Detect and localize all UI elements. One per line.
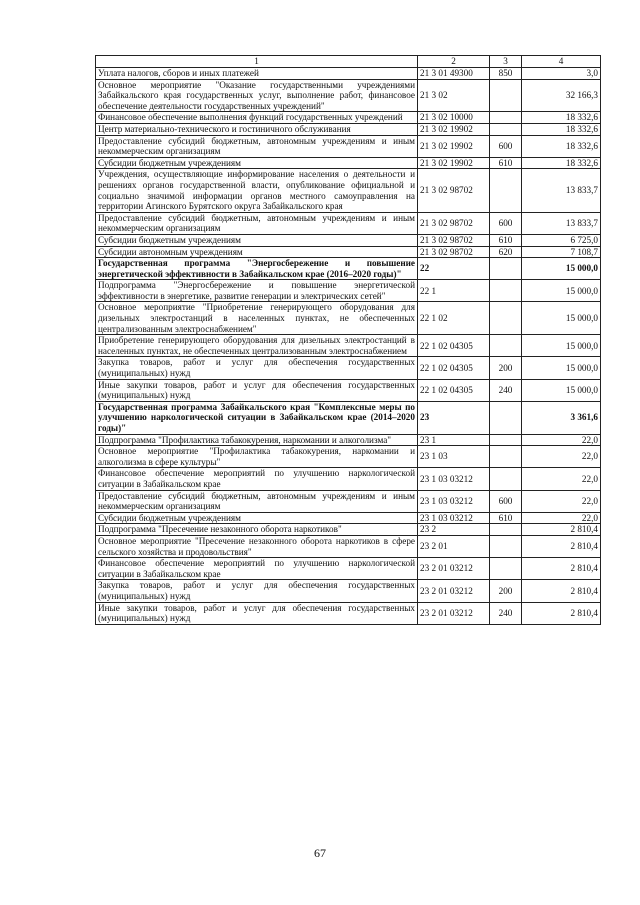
table-row: [96, 79, 601, 112]
row-name-cell: Финансовое обеспечение выполнения функций государственных учреждений: [96, 112, 418, 124]
row-vr-cell: 600: [490, 212, 522, 234]
row-name-cell: Предоставление субсидий бюджетным, автономным учреждениям и иным некоммерческим организациям: [96, 212, 418, 234]
table-row: [96, 535, 601, 557]
row-vr-cell: [490, 169, 522, 212]
row-code-cell: 22 1 02 04305: [418, 335, 490, 357]
row-sum-cell: 15 000,0: [522, 379, 601, 401]
row-vr-cell: [490, 524, 522, 536]
table-row: [96, 512, 601, 524]
row-name-cell: Государственная программа Забайкальского края "Комплексные меры по улучшению наркологической ситуации в Забайкальском крае (2014–2020 годы)": [96, 401, 418, 434]
row-vr-cell: 240: [490, 602, 522, 624]
row-vr-cell: 610: [490, 157, 522, 169]
row-name-cell: Государственная программа "Энергосбережение и повышение энергетической эффективности в Забайкальском крае (2016–2020 годы)": [96, 258, 418, 280]
row-name-cell: Подпрограмма "Пресечение незаконного оборота наркотиков": [96, 524, 418, 536]
row-name-cell: Учреждения, осуществляющие информирование населения о деятельности и решениях органов государственной власти, опубликование официальной и социально значимой информации органов местного самоуправления на территории Агинского Бурятского округа Забайкальского края: [96, 169, 418, 212]
row-name-cell: Иные закупки товаров, работ и услуг для обеспечения государственных (муниципальных) нужд: [96, 379, 418, 401]
table-row: [96, 123, 601, 135]
row-code-cell: 22 1 02 04305: [418, 357, 490, 379]
document-page: [95, 55, 600, 625]
row-sum-cell: 3,0: [522, 68, 601, 80]
header-col-2: 2: [418, 56, 490, 68]
table-row: [96, 246, 601, 258]
row-code-cell: 21 3 02 98702: [418, 169, 490, 212]
row-vr-cell: [490, 302, 522, 335]
row-code-cell: 21 3 02: [418, 79, 490, 112]
row-sum-cell: 15 000,0: [522, 258, 601, 280]
row-code-cell: 21 3 02 98702: [418, 246, 490, 258]
row-vr-cell: 620: [490, 246, 522, 258]
budget-table: [95, 55, 601, 625]
table-row: [96, 234, 601, 246]
row-vr-cell: [490, 468, 522, 490]
table-row: [96, 280, 601, 302]
table-row: [96, 490, 601, 512]
table-row: [96, 302, 601, 335]
table-row: [96, 135, 601, 157]
table-body: [96, 56, 601, 625]
row-code-cell: 22 1 02 04305: [418, 379, 490, 401]
row-vr-cell: 610: [490, 234, 522, 246]
row-code-cell: 23 2 01 03212: [418, 602, 490, 624]
row-code-cell: 22: [418, 258, 490, 280]
row-sum-cell: 22,0: [522, 512, 601, 524]
row-name-cell: Закупка товаров, работ и услуг для обеспечения государственных (муниципальных) нужд: [96, 580, 418, 602]
table-row: [96, 335, 601, 357]
table-row: [96, 157, 601, 169]
row-sum-cell: 15 000,0: [522, 357, 601, 379]
row-name-cell: Финансовое обеспечение мероприятий по улучшению наркологической ситуации в Забайкальском крае: [96, 468, 418, 490]
row-vr-cell: 600: [490, 135, 522, 157]
row-sum-cell: 13 833,7: [522, 169, 601, 212]
row-sum-cell: 2 810,4: [522, 524, 601, 536]
row-sum-cell: 15 000,0: [522, 302, 601, 335]
header-col-3: 3: [490, 56, 522, 68]
table-row: [96, 434, 601, 446]
table-row: [96, 468, 601, 490]
row-vr-cell: [490, 280, 522, 302]
row-name-cell: Основное мероприятие "Пресечение незаконного оборота наркотиков в сфере сельского хозяйства и продовольствия": [96, 535, 418, 557]
row-name-cell: Закупка товаров, работ и услуг для обеспечения государственных (муниципальных) нужд: [96, 357, 418, 379]
row-vr-cell: [490, 446, 522, 468]
page-number: 67: [314, 846, 326, 860]
row-code-cell: 23 2: [418, 524, 490, 536]
row-code-cell: 21 3 02 98702: [418, 234, 490, 246]
row-code-cell: 23 1 03 03212: [418, 512, 490, 524]
row-sum-cell: 18 332,6: [522, 112, 601, 124]
row-sum-cell: 2 810,4: [522, 558, 601, 580]
row-code-cell: 23 2 01 03212: [418, 580, 490, 602]
row-code-cell: 23 2 01 03212: [418, 558, 490, 580]
row-vr-cell: [490, 434, 522, 446]
row-sum-cell: 2 810,4: [522, 535, 601, 557]
row-code-cell: 21 3 02 10000: [418, 112, 490, 124]
table-row: [96, 357, 601, 379]
row-vr-cell: [490, 535, 522, 557]
row-code-cell: 23 1 03: [418, 446, 490, 468]
table-row: [96, 68, 601, 80]
row-vr-cell: 200: [490, 580, 522, 602]
table-row: [96, 446, 601, 468]
row-sum-cell: 22,0: [522, 490, 601, 512]
row-name-cell: Иные закупки товаров, работ и услуг для обеспечения государственных (муниципальных) нужд: [96, 602, 418, 624]
row-code-cell: 21 3 02 19902: [418, 157, 490, 169]
row-name-cell: Субсидии бюджетным учреждениям: [96, 157, 418, 169]
row-sum-cell: 13 833,7: [522, 212, 601, 234]
row-vr-cell: [490, 401, 522, 434]
row-name-cell: Основное мероприятие "Оказание государственными учреждениями Забайкальского края государственных услуг, выполнение работ, финансовое обеспечение деятельности государственных учреждений": [96, 79, 418, 112]
row-code-cell: 23 1 03 03212: [418, 490, 490, 512]
table-row: [96, 169, 601, 212]
row-vr-cell: [490, 258, 522, 280]
row-code-cell: 21 3 02 19902: [418, 123, 490, 135]
row-code-cell: 21 3 02 98702: [418, 212, 490, 234]
row-vr-cell: [490, 79, 522, 112]
row-sum-cell: 2 810,4: [522, 602, 601, 624]
table-row: [96, 602, 601, 624]
row-sum-cell: 32 166,3: [522, 79, 601, 112]
table-row: [96, 524, 601, 536]
row-sum-cell: 18 332,6: [522, 157, 601, 169]
row-vr-cell: [490, 123, 522, 135]
row-code-cell: 21 3 02 19902: [418, 135, 490, 157]
row-code-cell: 22 1: [418, 280, 490, 302]
row-name-cell: Подпрограмма "Энергосбережение и повышение энергетической эффективности в энергетике, развитие генерации и электрических сетей": [96, 280, 418, 302]
row-vr-cell: 200: [490, 357, 522, 379]
row-sum-cell: 22,0: [522, 446, 601, 468]
row-code-cell: 23 2 01: [418, 535, 490, 557]
row-name-cell: Субсидии автономным учреждениям: [96, 246, 418, 258]
row-vr-cell: [490, 112, 522, 124]
table-row: [96, 580, 601, 602]
row-vr-cell: 600: [490, 490, 522, 512]
row-name-cell: Субсидии бюджетным учреждениям: [96, 234, 418, 246]
row-name-cell: Основное мероприятие "Профилактика табакокурения, наркомании и алкоголизма в сфере культуры": [96, 446, 418, 468]
row-vr-cell: [490, 335, 522, 357]
row-name-cell: Финансовое обеспечение мероприятий по улучшению наркологической ситуации в Забайкальском крае: [96, 558, 418, 580]
header-col-1: 1: [96, 56, 418, 68]
row-name-cell: Подпрограмма "Профилактика табакокурения, наркомании и алкоголизма": [96, 434, 418, 446]
header-col-4: 4: [522, 56, 601, 68]
row-code-cell: 23 1 03 03212: [418, 468, 490, 490]
table-row: [96, 379, 601, 401]
row-sum-cell: 2 810,4: [522, 580, 601, 602]
row-code-cell: 21 3 01 49300: [418, 68, 490, 80]
row-name-cell: Субсидии бюджетным учреждениям: [96, 512, 418, 524]
table-row: [96, 112, 601, 124]
row-vr-cell: [490, 558, 522, 580]
row-sum-cell: 3 361,6: [522, 401, 601, 434]
row-sum-cell: 7 108,7: [522, 246, 601, 258]
row-name-cell: Центр материально-технического и гостиничного обслуживания: [96, 123, 418, 135]
row-vr-cell: 610: [490, 512, 522, 524]
row-code-cell: 23: [418, 401, 490, 434]
row-name-cell: Приобретение генерирующего оборудования для дизельных электростанций в населенных пунктах, не обеспеченных централизованным электроснабжением: [96, 335, 418, 357]
table-row: [96, 258, 601, 280]
row-vr-cell: 850: [490, 68, 522, 80]
row-code-cell: 23 1: [418, 434, 490, 446]
row-sum-cell: 6 725,0: [522, 234, 601, 246]
row-sum-cell: 22,0: [522, 434, 601, 446]
row-sum-cell: 15 000,0: [522, 280, 601, 302]
table-row: [96, 558, 601, 580]
table-row: [96, 212, 601, 234]
row-name-cell: Предоставление субсидий бюджетным, автономным учреждениям и иным некоммерческим организациям: [96, 135, 418, 157]
table-header-row: [96, 56, 601, 68]
row-name-cell: Основное мероприятие "Приобретение генерирующего оборудования для дизельных электростанций в населенных пунктах, не обеспеченных централизованным электроснабжением": [96, 302, 418, 335]
row-sum-cell: 18 332,6: [522, 123, 601, 135]
row-vr-cell: 240: [490, 379, 522, 401]
row-name-cell: Уплата налогов, сборов и иных платежей: [96, 68, 418, 80]
row-sum-cell: 22,0: [522, 468, 601, 490]
row-sum-cell: 18 332,6: [522, 135, 601, 157]
row-sum-cell: 15 000,0: [522, 335, 601, 357]
row-code-cell: 22 1 02: [418, 302, 490, 335]
table-row: [96, 401, 601, 434]
row-name-cell: Предоставление субсидий бюджетным, автономным учреждениям и иным некоммерческим организациям: [96, 490, 418, 512]
